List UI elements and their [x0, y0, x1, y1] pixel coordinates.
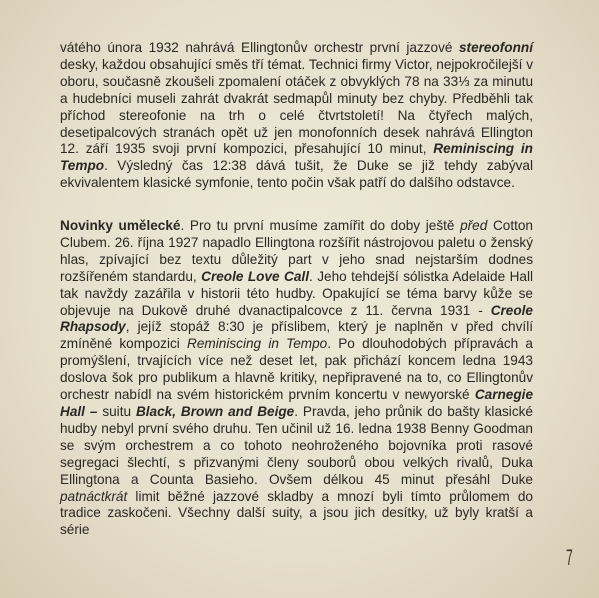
venue-carnegie-hall: Carnegie Hall – — [60, 387, 533, 419]
section-heading: Novinky umělecké — [60, 218, 181, 233]
emphasis-patnactkrat: patnáctkrát — [60, 488, 128, 504]
text-run: . Pravda, jeho průnik do bašty klasické hudby nebyl první svého druhu. Ten učinil už 16. ledna 1938 Benny Goodman se svým orchestrem a co tohoto neohroženého bojovníka proti rasové segregaci šlechtí, s přizvanými členy souborů obou velkých rivalů, Duka Ellingtona a Counta Basieho. Ovšem délkou 45 minut přesáhl Duke — [60, 403, 533, 487]
paragraph-1 — [60, 40, 533, 192]
emphasis-stereofonni: stereofonní — [458, 40, 533, 55]
title-creole-love-call: Creole Love Call — [201, 268, 309, 284]
paragraph-2 — [60, 218, 533, 539]
text-run: . Výsledný čas 12:38 dává tušit, že Duke se již tehdy zabýval ekvivalentem klasické symfonie, tento počin však patří do dalšího odstavce. — [60, 158, 533, 191]
text-run: suitu — [97, 403, 136, 419]
text-run: limit běžné jazzové skladby a mnozí byli tímto průlomem do tradice zaskočeni. Všechny další suity, a jsou jich desítky, už byly kratší a série — [60, 488, 533, 538]
title-reminiscing-in-tempo: Reminiscing in Tempo — [60, 141, 533, 174]
emphasis-pred: před — [460, 218, 488, 233]
title-reminiscing-in-tempo: Reminiscing in Tempo — [187, 336, 328, 352]
text-run: vátého února 1932 nahrává Ellingtonův orchestr první jazzové — [60, 40, 459, 55]
page-number: 7 — [566, 545, 573, 570]
text-run: desky, každou obsahující směs tří témat. Technici firmy Victor, nejpokročilejší v oboru, současně zkoušeli zpomalení otáček z obvyklých 78 na 33⅓ za minutu a hudebníci museli zahrát dvakrát sedmapůl minuty bez chyby. Předběhli tak příchod stereofonie na trh o celé čtvrtstoletí! Na čtyřech malých, desetipalcových stranách opět už jen monofonních desek nahrává Ellington 12. září 1935 svoji první kompozici, přesahující 10 minut, — [60, 56, 533, 157]
title-creole-rhapsody: Creole Rhapsody — [60, 302, 533, 335]
text-run: . Pro tu první musíme zamířit do doby ještě — [180, 218, 461, 233]
title-black-brown-and-beige: Black, Brown and Beige — [135, 403, 295, 419]
text-run: . Jeho tehdejší sólistka Adelaide Hall tak navždy zazářila v historii této hudby. Opakující se téma barvy kůže se objevuje na Dukově druhé dvanactipalcovce z 11. června 1931 - — [60, 268, 534, 318]
text-run: . Po dlouhodobých přípravách a promýšlení, trvajících více než deset let, pak přichází koncem ledna 1943 doslova šok pro publikum a hlavně kritiky, nepřipravené na to, co Ellingtonův orchestr nabídl na svém historickém prvním koncertu v newyorské — [60, 336, 533, 403]
text-run: Cotton Clubem. 26. října 1927 napadlo Ellingtona rozšířit nástrojovou paletu o ženský hlas, zpívající bez textu důležitý part v jeho snad nejstarším dodnes rozšířeném standardu, — [60, 218, 533, 284]
text-run: , jejíž stopáž 8:30 je příslibem, který je naplněn v před chvílí zmíněné kompozici — [60, 319, 533, 352]
